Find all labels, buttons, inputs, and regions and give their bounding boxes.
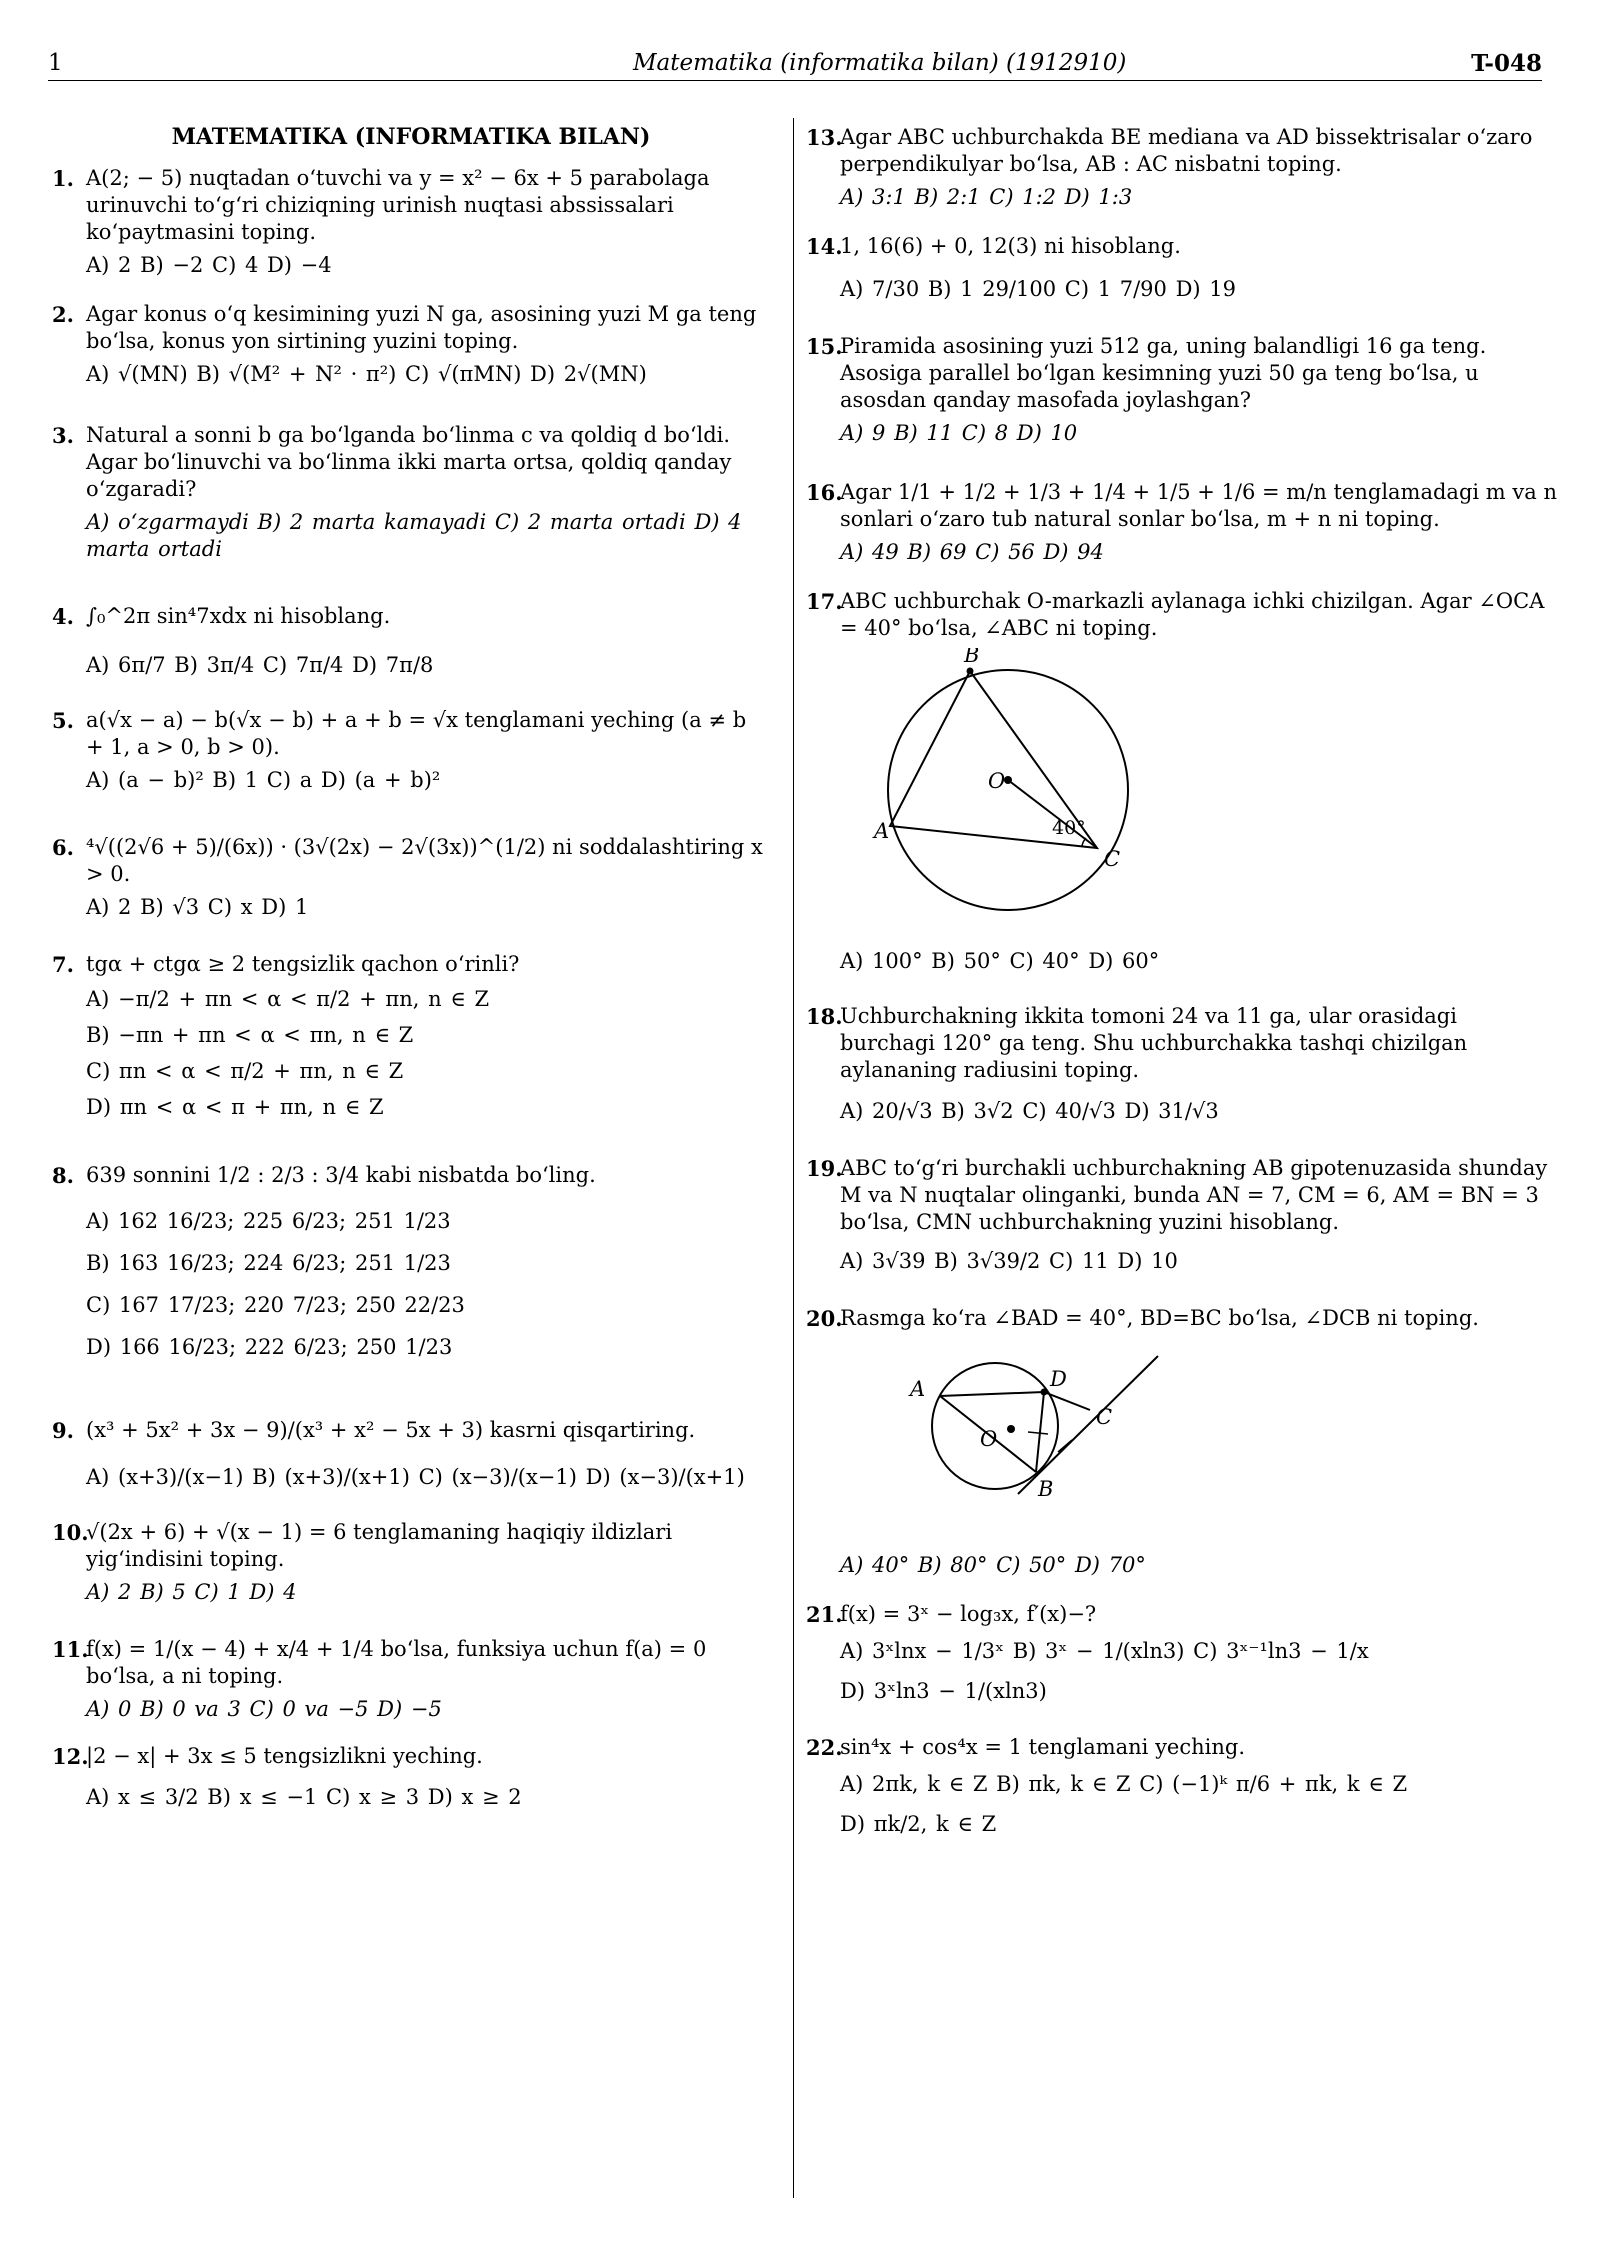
page-header [48, 44, 1542, 81]
question-16: 16. Agar 1/1 + 1/2 + 1/3 + 1/4 + 1/5 + 1/6 = m/n tenglamadagi m va n sonlari o‘zaro tub natural sonlar bo‘lsa, m + n ni toping. A) 49 B) 69 C) 56 D) 94 [806, 480, 1557, 564]
question-text: (x³ + 5x² + 3x − 9)/(x³ + x² − 5x + 3) kasrni qisqartiring. [86, 1418, 696, 1442]
question-text: ABC to‘g‘ri burchakli uchburchakning AB gipotenuzasida shunday M va N nuqtalar olinganki, bunda AN = 7, CM = 6, AM = BN = 3 bo‘lsa, CMN uchburchakning yuzini hisoblang. [840, 1156, 1548, 1234]
question-18: 18. Uchburchakning ikkita tomoni 24 va 11 ga, ular orasidagi burchagi 120° ga teng. Shu uchburchakka tashqi chizilgan aylananing radiusini toping. A) 20/√3 B) 3√2 C) 40/√3 D) 31/√3 [806, 1003, 1558, 1125]
question-8: 8. 639 sonnini 1/2 : 2/3 : 3/4 kabi nisbatda bo‘ling. A) 162 16/23; 225 6/23; 251 1/23 B) 163 16/23; 224 6/23; 251 1/23 C) 167 17/23; 220 7/23; 250 22/23 D) 166 16/23; 222 6/23; 250 1/23 [52, 1162, 770, 1365]
question-2: 2. Agar konus o‘q kesimining yuzi N ga, asosining yuzi M ga teng bo‘lsa, konus yon sirtining yuzini toping. A) √(MN) B) √(M² + N² · π²) C) √(πMN) D) 2√(MN) [52, 301, 770, 388]
label-o: O [980, 1427, 998, 1451]
answer-options: A) 40° B) 80° C) 50° D) 70° [840, 1553, 1146, 1577]
question-13: 13. Agar ABC uchburchakda BE mediana va AD bissektrisalar o‘zaro perpendikulyar bo‘lsa, AB : AC nisbatni toping. A) 3:1 B) 2:1 C) 1:2 D) 1:3 [806, 124, 1558, 211]
circle-triangle-figure [860, 648, 1160, 918]
option-c: C) πn < α < π/2 + πn, n ∈ Z [86, 1059, 404, 1083]
answer-options: A) 20/√3 B) 3√2 C) 40/√3 D) 31/√3 [840, 1099, 1219, 1123]
question-15: 15. Piramida asosining yuzi 512 ga, uning balandligi 16 ga teng. Asosiga parallel bo‘lgan kesimning yuzi 50 ga teng bo‘lsa, u asosdan qanday masofada joylashgan? A) 9 B) 11 C) 8 D) 10 [806, 333, 1558, 447]
answer-options [86, 1203, 770, 1365]
question-9: 9. (x³ + 5x² + 3x − 9)/(x³ + x² − 5x + 3) kasrni qisqartiring. A) (x+3)/(x−1) B) (x+3)/(x+1) C) (x−3)/(x−1) D) (x−3)/(x+1) [52, 1417, 770, 1491]
question-text: Rasmga ko‘ra ∠BAD = 40°, BD=BC bo‘lsa, ∠DCB ni toping. [840, 1306, 1479, 1330]
question-text: 1, 16(6) + 0, 12(3) ni hisoblang. [840, 234, 1181, 258]
right-column [806, 120, 1558, 1857]
question-3: 3. Natural a sonni b ga bo‘lganda bo‘linma c va qoldiq d bo‘ldi. Agar bo‘linuvchi va bo‘linma ikki marta ortsa, qoldiq qanday o‘zgaradi? A) o‘zgarmaydi B) 2 marta kamayadi C) 2 marta ortadi D) 4 marta ortadi [52, 422, 770, 563]
angle-label: 40° [1052, 817, 1086, 839]
option-a: A) 162 16/23; 225 6/23; 251 1/23 [86, 1209, 451, 1233]
question-14: 14. 1, 16(6) + 0, 12(3) ni hisoblang. A) 7/30 B) 1 29/100 C) 1 7/90 D) 19 [806, 233, 1558, 303]
label-b: B [964, 648, 980, 667]
question-22: 22. sin⁴x + cos⁴x = 1 tenglamani yeching. A) 2πk, k ∈ Z B) πk, k ∈ Z C) (−1)ᵏ π/6 + πk, k ∈ Z D) πk/2, k ∈ Z [806, 1734, 1558, 1841]
answer-options: A) 3√39 B) 3√39/2 C) 11 D) 10 [840, 1249, 1178, 1273]
question-text: A(2; − 5) nuqtadan o‘tuvchi va y = x² − 6x + 5 parabolaga urinuvchi to‘g‘ri chiziqning urinish nuqtasi abssissalari ko‘paytmasini toping. [86, 166, 710, 244]
answer-options: A) √(MN) B) √(M² + N² · π²) C) √(πMN) D) 2√(MN) [86, 362, 647, 386]
label-b: B [1038, 1477, 1054, 1501]
question-10: 10. √(2x + 6) + √(x − 1) = 6 tenglamaning haqiqiy ildizlari yig‘indisini toping. A) 2 B) 5 C) 1 D) 4 [52, 1519, 770, 1606]
page-number: 1 [48, 50, 63, 76]
question-19: 19. ABC to‘g‘ri burchakli uchburchakning AB gipotenuzasida shunday M va N nuqtalar olinganki, bunda AN = 7, CM = 6, AM = BN = 3 bo‘lsa, CMN uchburchakning yuzini hisoblang. A) 3√39 B) 3√39/2 C) 11 D) 10 [806, 1155, 1558, 1275]
option-b: B) −πn + πn < α < πn, n ∈ Z [86, 1023, 414, 1047]
option-c: C) 167 17/23; 220 7/23; 250 22/23 [86, 1293, 465, 1317]
answer-options: A) 2 B) √3 C) x D) 1 [86, 895, 309, 919]
question-text: a(√x − a) − b(√x − b) + a + b = √x tenglamani yeching (a ≠ b + 1, a > 0, b > 0). [86, 708, 747, 759]
label-c: C [1104, 847, 1121, 871]
option-row-2: D) πk/2, k ∈ Z [840, 1812, 997, 1836]
option-a: A) −π/2 + πn < α < π/2 + πn, n ∈ Z [86, 987, 490, 1011]
question-text: tgα + ctgα ≥ 2 tengsizlik qachon o‘rinli? [86, 952, 520, 976]
circle-tangent-figure [900, 1346, 1190, 1526]
answer-options [86, 984, 770, 1122]
answer-options: A) 49 B) 69 C) 56 D) 94 [840, 540, 1104, 564]
left-column [52, 120, 770, 1827]
question-text: f(x) = 3ˣ − log₃x, f′(x)−? [840, 1602, 1097, 1626]
question-text: Agar konus o‘q kesimining yuzi N ga, asosining yuzi M ga teng bo‘lsa, konus yon sirtining yuzini toping. [86, 302, 757, 353]
question-text: Uchburchakning ikkita tomoni 24 va 11 ga, ular orasidagi burchagi 120° ga teng. Shu uchburchakka tashqi chizilgan aylananing radiusini toping. [840, 1004, 1468, 1082]
option-row-1: A) 2πk, k ∈ Z B) πk, k ∈ Z C) (−1)ᵏ π/6 + πk, k ∈ Z [840, 1772, 1408, 1796]
question-17: 17. ABC uchburchak O-markazli aylanaga ichki chizilgan. Agar ∠OCA = 40° bo‘lsa, ∠ABC ni toping. B O A C 40° A) 100° B) 50° C) 40° D) 60° [806, 588, 1558, 975]
answer-options [840, 1767, 1558, 1841]
answer-options: A) (a − b)² B) 1 C) a D) (a + b)² [86, 768, 441, 792]
answer-options: A) x ≤ 3/2 B) x ≤ −1 C) x ≥ 3 D) x ≥ 2 [86, 1785, 522, 1809]
answer-options: A) 7/30 B) 1 29/100 C) 1 7/90 D) 19 [840, 277, 1236, 301]
question-text: Natural a sonni b ga bo‘lganda bo‘linma c va qoldiq d bo‘ldi. Agar bo‘linuvchi va bo‘linma ikki marta ortsa, qoldiq qanday o‘zgaradi? [86, 423, 732, 501]
label-d: D [1050, 1367, 1067, 1391]
question-text: |2 − x| + 3x ≤ 5 tengsizlikni yeching. [86, 1744, 483, 1768]
question-7: 7. tgα + ctgα ≥ 2 tengsizlik qachon o‘rinli? A) −π/2 + πn < α < π/2 + πn, n ∈ Z B) −πn + πn < α < πn, n ∈ Z C) πn < α < π/2 + πn, n ∈ Z D) πn < α < π + πn, n ∈ Z [52, 951, 770, 1122]
label-a: A [874, 819, 890, 843]
question-text: ⁴√((2√6 + 5)/(6x)) · (3√(2x) − 2√(3x))^(1/2) ni soddalashtiring x > 0. [86, 835, 763, 886]
question-text: f(x) = 1/(x − 4) + x/4 + 1/4 bo‘lsa, funksiya uchun f(a) = 0 bo‘lsa, a ni toping. [86, 1637, 707, 1688]
question-text: 639 sonnini 1/2 : 2/3 : 3/4 kabi nisbatda bo‘ling. [86, 1163, 596, 1187]
question-1: 1. A(2; − 5) nuqtadan o‘tuvchi va y = x² − 6x + 5 parabolaga urinuvchi to‘g‘ri chiziqning urinish nuqtasi abssissalari ko‘paytmasini toping. A) 2 B) −2 C) 4 D) −4 [52, 165, 770, 279]
question-12: 12. |2 − x| + 3x ≤ 5 tengsizlikni yeching. A) x ≤ 3/2 B) x ≤ −1 C) x ≥ 3 D) x ≥ 2 [52, 1743, 770, 1811]
column-divider [793, 118, 794, 2198]
header-title: Matematika (informatika bilan) (1912910) [633, 50, 1127, 76]
answer-options: A) o‘zgarmaydi B) 2 marta kamayadi C) 2 marta ortadi D) 4 marta ortadi [86, 510, 742, 561]
option-d: D) 166 16/23; 222 6/23; 250 1/23 [86, 1335, 453, 1359]
question-5: 5. a(√x − a) − b(√x − b) + a + b = √x tenglamani yeching (a ≠ b + 1, a > 0, b > 0). A) (a − b)² B) 1 C) a D) (a + b)² [52, 707, 770, 794]
section-title: MATEMATIKA (INFORMATIKA BILAN) [171, 124, 651, 150]
answer-options [840, 1634, 1558, 1708]
option-row-2: D) 3ˣln3 − 1/(xln3) [840, 1679, 1047, 1703]
option-d: D) πn < α < π + πn, n ∈ Z [86, 1095, 384, 1119]
label-c: C [1096, 1405, 1113, 1429]
question-text: sin⁴x + cos⁴x = 1 tenglamani yeching. [840, 1735, 1246, 1759]
answer-options: A) 2 B) 5 C) 1 D) 4 [86, 1580, 297, 1604]
test-code: T-048 [1471, 50, 1542, 77]
option-row-1: A) 3ˣlnx − 1/3ˣ B) 3ˣ − 1/(xln3) C) 3ˣ⁻¹ln3 − 1/x [840, 1639, 1369, 1663]
answer-options: A) 6π/7 B) 3π/4 C) 7π/4 D) 7π/8 [86, 653, 434, 677]
label-a: A [910, 1377, 926, 1401]
question-text: Agar ABC uchburchakda BE mediana va AD bissektrisalar o‘zaro perpendikulyar bo‘lsa, AB : AC nisbatni toping. [840, 125, 1533, 176]
question-text: Agar 1/1 + 1/2 + 1/3 + 1/4 + 1/5 + 1/6 = m/n tenglamadagi m va n sonlari o‘zaro tub natural sonlar bo‘lsa, m + n ni toping. [840, 480, 1557, 531]
question-6: 6. ⁴√((2√6 + 5)/(6x)) · (3√(2x) − 2√(3x))^(1/2) ni soddalashtiring x > 0. A) 2 B) √3 C) x D) 1 [52, 834, 770, 921]
option-b: B) 163 16/23; 224 6/23; 251 1/23 [86, 1251, 451, 1275]
question-text: ABC uchburchak O-markazli aylanaga ichki chizilgan. Agar ∠OCA = 40° bo‘lsa, ∠ABC ni toping. [840, 589, 1545, 640]
question-text: Piramida asosining yuzi 512 ga, uning balandligi 16 ga teng. Asosiga parallel bo‘lgan kesimning yuzi 50 ga teng bo‘lsa, u asosdan qanday masofada joylashgan? [840, 334, 1487, 412]
answer-options: A) 3:1 B) 2:1 C) 1:2 D) 1:3 [840, 185, 1133, 209]
question-text: ∫₀^2π sin⁴7xdx ni hisoblang. [86, 604, 391, 628]
question-4: 4. ∫₀^2π sin⁴7xdx ni hisoblang. A) 6π/7 B) 3π/4 C) 7π/4 D) 7π/8 [52, 603, 770, 679]
question-text: √(2x + 6) + √(x − 1) = 6 tenglamaning haqiqiy ildizlari yig‘indisini toping. [86, 1520, 673, 1571]
question-20: 20. Rasmga ko‘ra ∠BAD = 40°, BD=BC bo‘lsa, ∠DCB ni toping. A D C O B A) 40° B) 80° C) 50° D) 70° [806, 1305, 1558, 1579]
answer-options: A) 9 B) 11 C) 8 D) 10 [840, 421, 1078, 445]
answer-options: A) 2 B) −2 C) 4 D) −4 [86, 253, 332, 277]
answer-options: A) (x+3)/(x−1) B) (x+3)/(x+1) C) (x−3)/(x−1) D) (x−3)/(x+1) [86, 1465, 745, 1489]
question-21: 21. f(x) = 3ˣ − log₃x, f′(x)−? A) 3ˣlnx − 1/3ˣ B) 3ˣ − 1/(xln3) C) 3ˣ⁻¹ln3 − 1/x D) 3ˣln3 − 1/(xln3) [806, 1601, 1558, 1708]
answer-options: A) 0 B) 0 va 3 C) 0 va −5 D) −5 [86, 1697, 442, 1721]
question-11: 11. f(x) = 1/(x − 4) + x/4 + 1/4 bo‘lsa, funksiya uchun f(a) = 0 bo‘lsa, a ni toping. A) 0 B) 0 va 3 C) 0 va −5 D) −5 [52, 1636, 770, 1723]
label-o: O [988, 769, 1006, 793]
answer-options: A) 100° B) 50° C) 40° D) 60° [840, 949, 1160, 973]
